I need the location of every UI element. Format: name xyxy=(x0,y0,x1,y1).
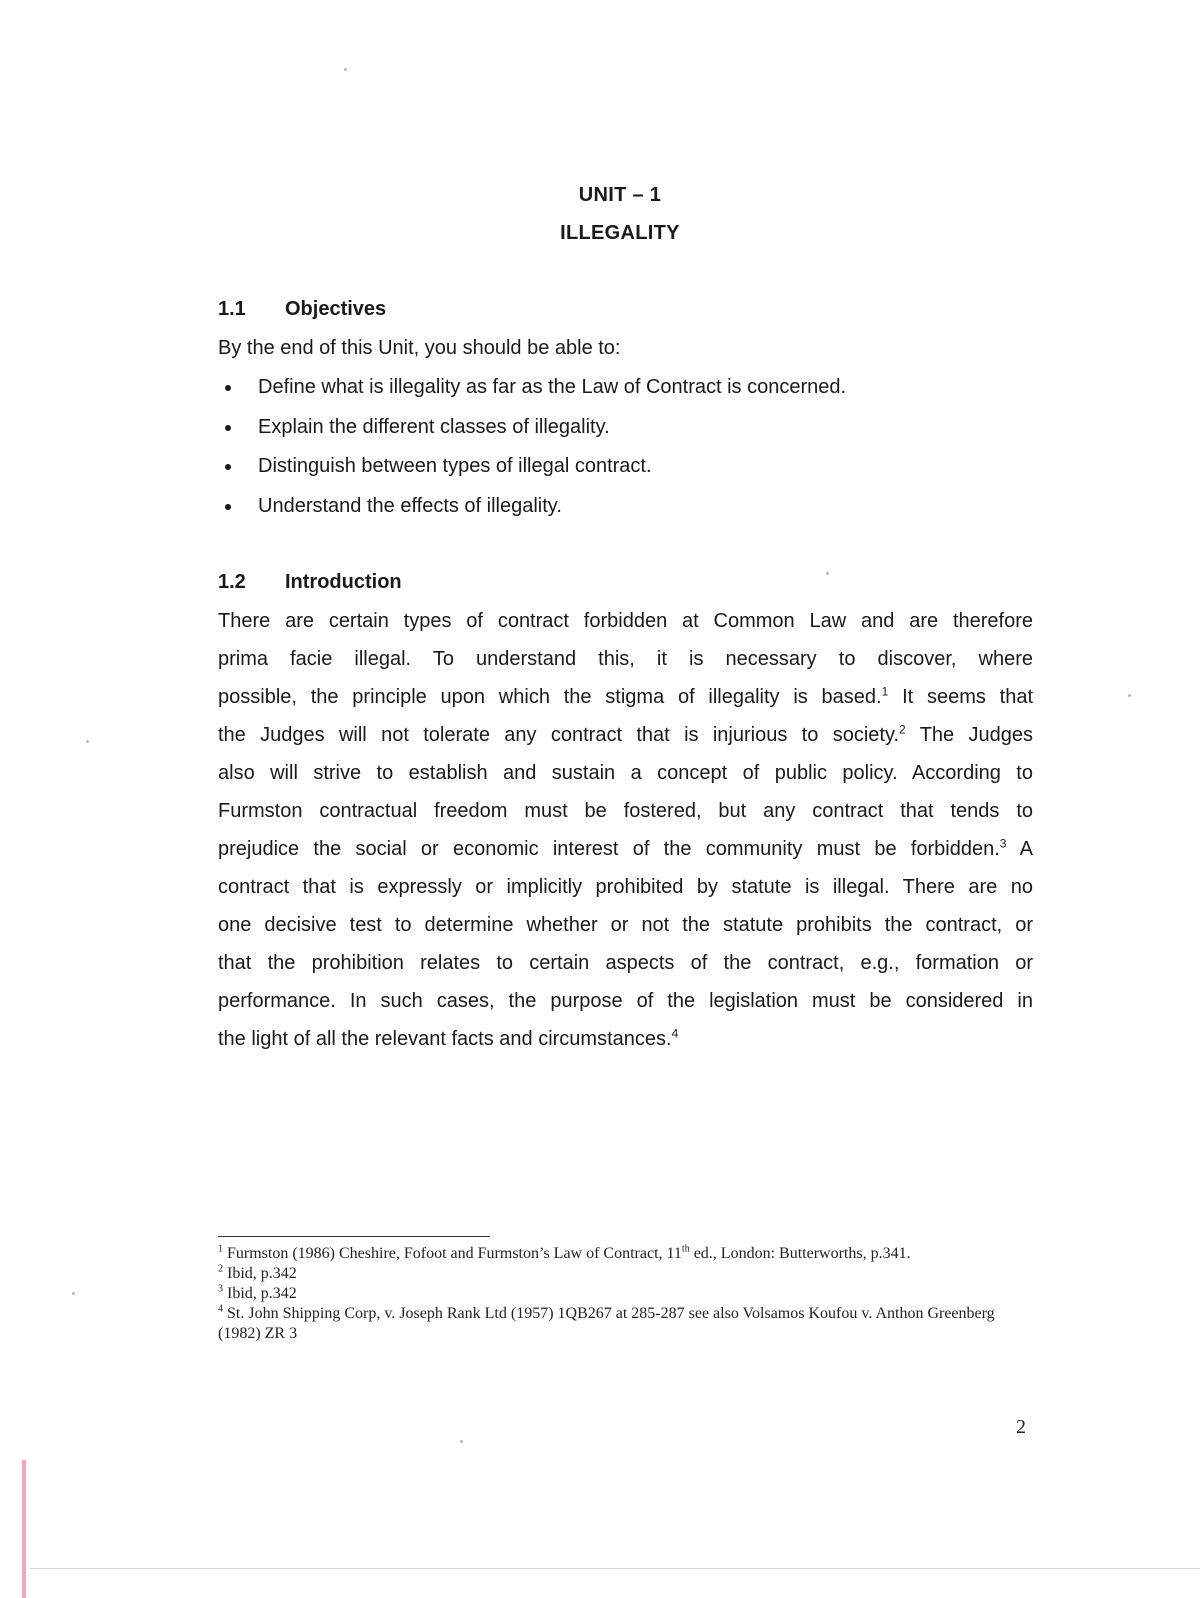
paragraph-line: contract that is expressly or implicitly prohibited by statute is illegal. There are no xyxy=(218,876,1033,898)
footnote-ref: 3 xyxy=(999,836,1007,851)
footnote-text: Furmston (1986) Cheshire, Fofoot and Furmston’s Law of Contract, 11 xyxy=(227,1245,682,1262)
footnote xyxy=(218,1264,1018,1284)
footnote xyxy=(218,1244,1018,1264)
paragraph-line: Furmston contractual freedom must be fostered, but any contract that tends to xyxy=(218,800,1033,822)
paragraph-line: prima facie illegal. To understand this, it is necessary to discover, where xyxy=(218,648,1033,670)
footnote-ref: 1 xyxy=(881,684,889,699)
paragraph-line xyxy=(218,1020,1033,1058)
page-title: ILLEGALITY xyxy=(560,222,680,244)
list-item: Define what is illegality as far as the Law of Contract is concerned. xyxy=(218,372,846,412)
footnote-text: Ibid, p.342 xyxy=(227,1265,297,1282)
line-text: The Judges xyxy=(905,724,1033,746)
line-text: A xyxy=(1006,838,1033,860)
scan-speck xyxy=(460,1440,463,1443)
objectives-intro: By the end of this Unit, you should be able to: xyxy=(218,337,621,359)
list-item: Understand the effects of illegality. xyxy=(218,491,846,531)
footnote-number: 3 xyxy=(218,1283,223,1295)
section-title: Objectives xyxy=(285,298,387,320)
page-bottom-edge xyxy=(30,1568,1200,1569)
scan-speck xyxy=(86,740,89,743)
scan-speck xyxy=(72,1292,75,1295)
line-text: possible, the principle upon which the stigma of illegality is based. xyxy=(218,686,882,708)
footnote-number: 1 xyxy=(218,1243,223,1255)
paragraph-line xyxy=(218,678,1033,716)
section-title: Introduction xyxy=(285,571,402,593)
footnote-text: St. John Shipping Corp, v. Joseph Rank Ltd (1957) 1QB267 at 285-287 see also Volsamos Koufou v. Anthon Greenberg (1982) ZR 3 xyxy=(218,1305,995,1342)
page-edge-mark xyxy=(22,1460,26,1598)
footnote-text: ed., London: Butterworths, p.341. xyxy=(689,1245,911,1262)
line-text: It seems that xyxy=(888,686,1033,708)
paragraph-line: There are certain types of contract forbidden at Common Law and are therefore xyxy=(218,610,1033,632)
scan-speck xyxy=(344,68,347,71)
unit-number: UNIT – 1 xyxy=(578,184,662,206)
paragraph-line: one decisive test to determine whether or not the statute prohibits the contract, or xyxy=(218,914,1033,936)
footnote-superscript: th xyxy=(681,1243,690,1255)
footnote-number: 2 xyxy=(218,1263,223,1275)
footnote-ref: 4 xyxy=(671,1026,679,1041)
footnote-text: Ibid, p.342 xyxy=(227,1285,297,1302)
paragraph-line xyxy=(218,830,1033,868)
paragraph-line xyxy=(218,716,1033,754)
objectives-heading xyxy=(218,298,386,321)
line-text: prejudice the social or economic interest of the community must be forbidden. xyxy=(218,838,1000,860)
line-text: the Judges will not tolerate any contract that is injurious to society. xyxy=(218,724,900,746)
introduction-paragraph xyxy=(218,602,1033,1058)
footnote xyxy=(218,1284,1018,1304)
paragraph-line: also will strive to establish and sustain a concept of public policy. According to xyxy=(218,762,1033,784)
section-number: 1.2 xyxy=(218,571,246,593)
list-item: Distinguish between types of illegal contract. xyxy=(218,451,846,491)
scan-speck xyxy=(826,572,829,575)
section-number: 1.1 xyxy=(218,298,246,320)
footnote-ref: 2 xyxy=(899,722,906,737)
list-item: Explain the different classes of illegality. xyxy=(218,412,846,452)
scan-speck xyxy=(1128,694,1131,697)
paragraph-line: that the prohibition relates to certain aspects of the contract, e.g., formation or xyxy=(218,952,1033,974)
paragraph-line: performance. In such cases, the purpose of the legislation must be considered in xyxy=(218,990,1033,1012)
line-text: the light of all the relevant facts and circumstances. xyxy=(218,1028,672,1050)
footnote-divider xyxy=(218,1236,490,1237)
page-number: 2 xyxy=(1016,1416,1026,1438)
objectives-list xyxy=(218,372,846,531)
footnote xyxy=(218,1304,1018,1344)
footnotes xyxy=(218,1244,1018,1344)
footnote-number: 4 xyxy=(218,1303,223,1315)
introduction-heading xyxy=(218,571,402,594)
